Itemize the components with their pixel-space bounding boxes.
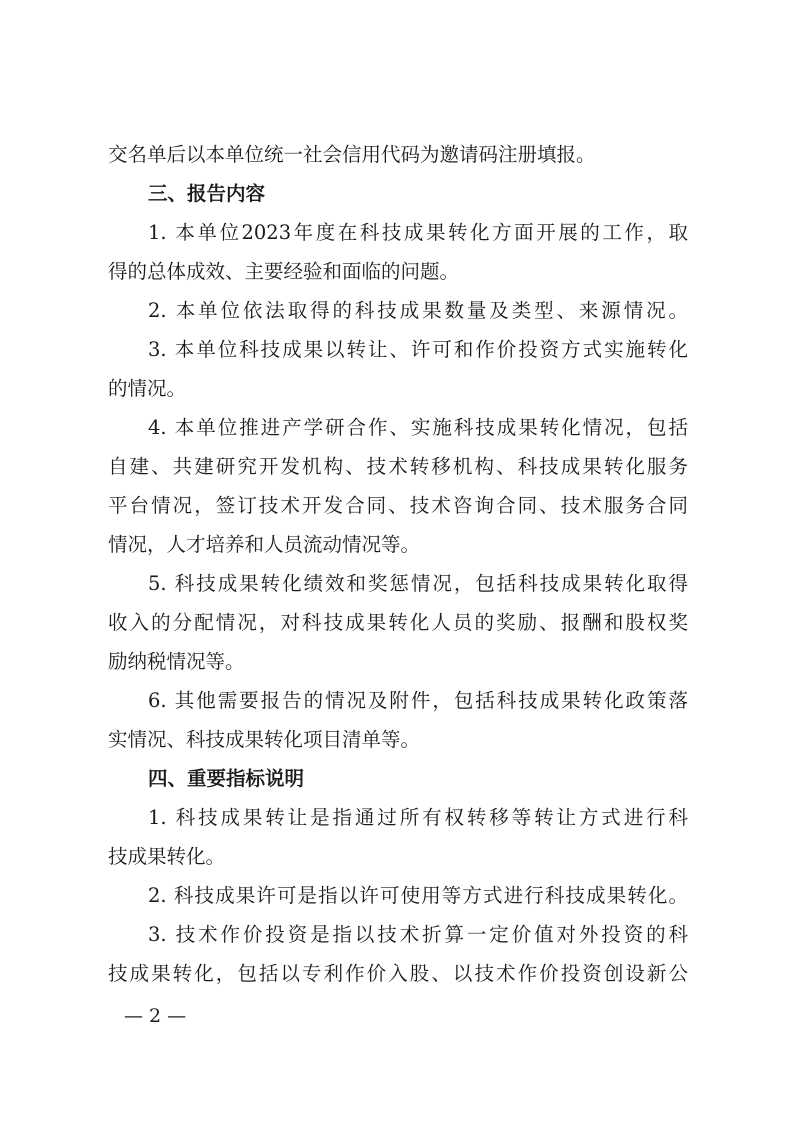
paragraph-line: 6. 其他需要报告的情况及附件，包括科技成果转化政策落 bbox=[148, 689, 688, 712]
paragraph-line: 情况，人才培养和人员流动情况等。 bbox=[108, 533, 421, 556]
paragraph-line: 4. 本单位推进产学研合作、实施科技成果转化情况，包括 bbox=[148, 416, 688, 439]
paragraph-line: 励纳税情况等。 bbox=[108, 650, 245, 673]
section-heading-key-indicators: 四、重要指标说明 bbox=[148, 767, 305, 790]
paragraph-line: 收入的分配情况，对科技成果转化人员的奖励、报酬和股权奖 bbox=[108, 611, 688, 634]
paragraph-line: 5. 科技成果转化绩效和奖惩情况，包括科技成果转化取得 bbox=[148, 572, 688, 595]
paragraph-line: 3. 技术作价投资是指以技术折算一定价值对外投资的科 bbox=[148, 923, 688, 946]
paragraph-line: 平台情况，签订技术开发合同、技术咨询合同、技术服务合同 bbox=[108, 494, 688, 517]
paragraph-line: 得的总体成效、主要经验和面临的问题。 bbox=[108, 260, 460, 283]
paragraph-line: 的情况。 bbox=[108, 377, 187, 400]
paragraph-line: 技成果转化，包括以专利作价入股、以技术作价投资创设新公 bbox=[108, 962, 688, 985]
paragraph-line: 3. 本单位科技成果以转让、许可和作价投资方式实施转化 bbox=[148, 338, 688, 361]
section-heading-report-content: 三、报告内容 bbox=[148, 182, 266, 205]
paragraph-line: 1. 本单位2023年度在科技成果转化方面开展的工作，取 bbox=[148, 221, 688, 244]
page-number: — 2 — bbox=[124, 1005, 187, 1027]
paragraph-line: 实情况、科技成果转化项目清单等。 bbox=[108, 728, 421, 751]
paragraph-line: 2. 科技成果许可是指以许可使用等方式进行科技成果转化。 bbox=[148, 884, 688, 907]
paragraph-line: 2. 本单位依法取得的科技成果数量及类型、来源情况。 bbox=[148, 299, 688, 322]
paragraph-line: 技成果转化。 bbox=[108, 845, 226, 868]
paragraph-line: 交名单后以本单位统一社会信用代码为邀请码注册填报。 bbox=[108, 143, 596, 166]
paragraph-line: 1. 科技成果转让是指通过所有权转移等转让方式进行科 bbox=[148, 806, 688, 829]
paragraph-line: 自建、共建研究开发机构、技术转移机构、科技成果转化服务 bbox=[108, 455, 688, 478]
